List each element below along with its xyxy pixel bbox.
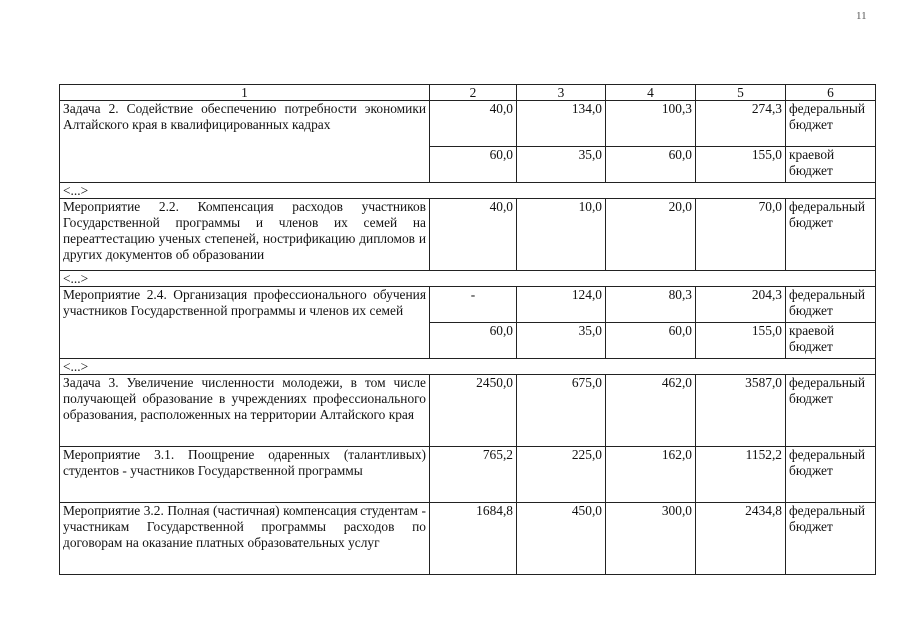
- header-cell-6: 6: [786, 85, 876, 101]
- value-col3: 134,0: [517, 101, 606, 147]
- row-description: Мероприятие 3.1. Поощрение одаренных (талантливых) студентов - участников Государственной программы: [60, 447, 430, 503]
- value-col2: 1684,8: [430, 503, 517, 575]
- row-description: Задача 3. Увеличение численности молодежи, в том числе получающей образование в учреждениях профессионального образования, расположенных на территории Алтайского края: [60, 375, 430, 447]
- ellipsis-text: <...>: [60, 271, 876, 287]
- value-col5: 1152,2: [696, 447, 786, 503]
- header-cell-4: 4: [606, 85, 696, 101]
- value-col3: 124,0: [517, 287, 606, 323]
- table-row: [60, 375, 876, 447]
- value-col3: 450,0: [517, 503, 606, 575]
- value-col5: 274,3: [696, 101, 786, 147]
- value-col5: 2434,8: [696, 503, 786, 575]
- table-row: [60, 503, 876, 575]
- value-col5: 155,0: [696, 323, 786, 359]
- header-cell-1: 1: [60, 85, 430, 101]
- funding-source: федеральный бюджет: [786, 503, 876, 575]
- ellipsis-text: <...>: [60, 183, 876, 199]
- funding-source: федеральный бюджет: [786, 101, 876, 147]
- value-col2: 60,0: [430, 147, 517, 183]
- value-col2: 2450,0: [430, 375, 517, 447]
- value-col4: 60,0: [606, 147, 696, 183]
- value-col3: 225,0: [517, 447, 606, 503]
- value-col3: 35,0: [517, 147, 606, 183]
- value-col2: 60,0: [430, 323, 517, 359]
- value-col4: 20,0: [606, 199, 696, 271]
- ellipsis-row: [60, 183, 876, 199]
- header-cell-5: 5: [696, 85, 786, 101]
- value-col4: 100,3: [606, 101, 696, 147]
- value-col4: 300,0: [606, 503, 696, 575]
- table-row: [60, 447, 876, 503]
- value-col3: 35,0: [517, 323, 606, 359]
- table-row: [60, 101, 876, 147]
- value-col5: 155,0: [696, 147, 786, 183]
- funding-source: краевой бюджет: [786, 147, 876, 183]
- value-col3: 675,0: [517, 375, 606, 447]
- funding-source: федеральный бюджет: [786, 199, 876, 271]
- table-row: [60, 287, 876, 323]
- value-col5: 3587,0: [696, 375, 786, 447]
- ellipsis-text: <...>: [60, 359, 876, 375]
- value-col3: 10,0: [517, 199, 606, 271]
- value-col4: 60,0: [606, 323, 696, 359]
- value-col5: 204,3: [696, 287, 786, 323]
- row-description: Мероприятие 2.2. Компенсация расходов участников Государственной программы и членов их семей на переаттестацию ученых степеней, нострификацию дипломов и других документов об образовании: [60, 199, 430, 271]
- funding-source: федеральный бюджет: [786, 447, 876, 503]
- header-row: [60, 85, 876, 101]
- row-description: Мероприятие 2.4. Организация профессионального обучения участников Государственной программы и членов их семей: [60, 287, 430, 359]
- header-cell-3: 3: [517, 85, 606, 101]
- ellipsis-row: [60, 271, 876, 287]
- header-cell-2: 2: [430, 85, 517, 101]
- value-col2: 40,0: [430, 199, 517, 271]
- value-col4: 162,0: [606, 447, 696, 503]
- value-col5: 70,0: [696, 199, 786, 271]
- value-col4: 462,0: [606, 375, 696, 447]
- value-col2: -: [430, 287, 517, 323]
- ellipsis-row: [60, 359, 876, 375]
- funding-source: федеральный бюджет: [786, 287, 876, 323]
- table-row: [60, 199, 876, 271]
- row-description: Мероприятие 3.2. Полная (частичная) компенсация студентам - участникам Государственной программы расходов по договорам на оказание платных образовательных услуг: [60, 503, 430, 575]
- page-number: 11: [856, 10, 867, 22]
- row-description: Задача 2. Содействие обеспечению потребности экономики Алтайского края в квалифицированных кадрах: [60, 101, 430, 183]
- budget-table: [59, 84, 876, 575]
- value-col2: 40,0: [430, 101, 517, 147]
- value-col2: 765,2: [430, 447, 517, 503]
- value-col4: 80,3: [606, 287, 696, 323]
- funding-source: федеральный бюджет: [786, 375, 876, 447]
- funding-source: краевой бюджет: [786, 323, 876, 359]
